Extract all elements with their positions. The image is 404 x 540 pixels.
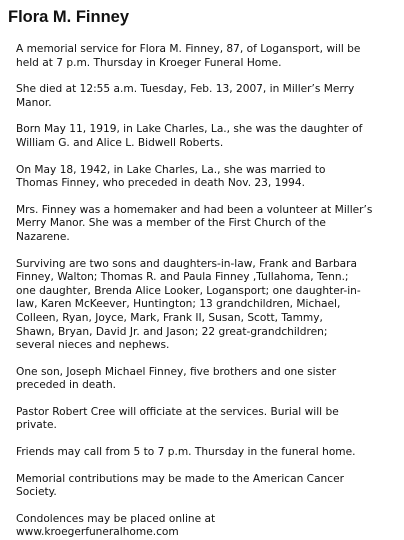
paragraph-death: She died at 12:55 a.m. Tuesday, Feb. 13, 2007, in Miller’s Merry Manor.: [16, 83, 355, 109]
paragraph-memorials: Memorial contributions may be made to the American Cancer Society.: [16, 472, 344, 499]
paragraph-survivors: Surviving are two sons and daughters-in-law, Frank and Barbara Finney, Walton; Thomas R. and Paula Finney ,Tullahoma, Tenn.; one daughter, Brenda Alice Looker, Logansport; one daughter-in- law, Karen McKeever, Huntington; 13 grandchildren, Michael, Colleen, Ryan, Joyce, Mark, Frank II, Susan, Scott, Tammy, Shawn, Bryan, David Jr. and Jason; 22 great-grandchildren; several nieces and nephews.: [16, 257, 361, 352]
paragraph-services: Pastor Robert Cree will officiate at the services. Burial will be private.: [16, 405, 339, 432]
obituary-title: Flora M. Finney: [8, 8, 130, 26]
paragraph-life: Mrs. Finney was a homemaker and had been a volunteer at Miller’s Merry Manor. She was a member of the First Church of the Nazarene.: [16, 203, 373, 243]
obituary-body: [16, 43, 396, 540]
paragraph-birth: Born May 11, 1919, in Lake Charles, La., she was the daughter of William G. and Alice L. Bidwell Roberts.: [16, 123, 363, 149]
paragraph-condolences: Condolences may be placed online at www.kroegerfuneralhome.com: [16, 512, 216, 539]
paragraph-service: A memorial service for Flora M. Finney, 87, of Logansport, will be held at 7 p.m. Thursday in Kroeger Funeral Home.: [16, 43, 361, 69]
paragraph-marriage: On May 18, 1942, in Lake Charles, La., she was married to Thomas Finney, who preceded in death Nov. 23, 1994.: [16, 163, 326, 190]
paragraph-preceded: One son, Joseph Michael Finney, five brothers and one sister preceded in death.: [16, 365, 337, 392]
paragraph-visitation: Friends may call from 5 to 7 p.m. Thursday in the funeral home.: [16, 446, 356, 459]
